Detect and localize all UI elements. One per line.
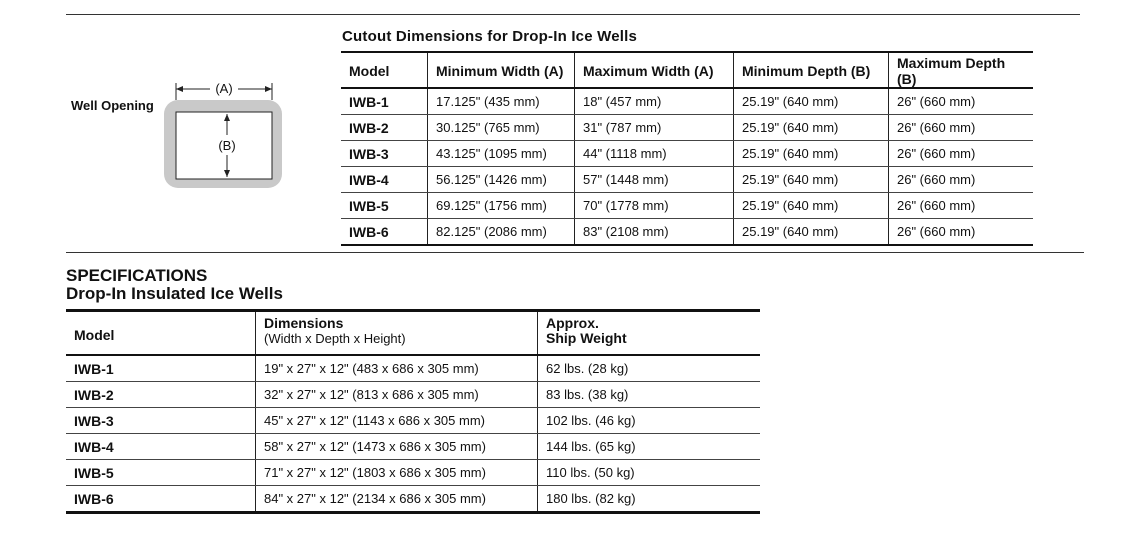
spec-header-weight — [538, 311, 761, 356]
cutout-cell-min-width: 69.125" (1756 mm) — [428, 193, 575, 219]
cutout-cell-max-depth: 26" (660 mm) — [889, 167, 1034, 193]
spec-header-model-label: Model — [74, 326, 115, 343]
cutout-header-model: Model — [341, 52, 428, 88]
cutout-dimensions-table — [341, 51, 1033, 246]
spec-header-row — [66, 311, 760, 356]
table-row — [66, 382, 760, 408]
table-row — [66, 408, 760, 434]
cutout-cell-min-width: 82.125" (2086 mm) — [428, 219, 575, 246]
cutout-cell-max-width: 18" (457 mm) — [575, 88, 734, 115]
cutout-cell-model: IWB-6 — [341, 219, 428, 246]
cutout-cell-min-depth: 25.19" (640 mm) — [734, 193, 889, 219]
cutout-cell-max-depth: 26" (660 mm) — [889, 141, 1034, 167]
depth-marker-label: (B) — [218, 138, 236, 153]
spec-cell-weight: 62 lbs. (28 kg) — [538, 355, 761, 382]
cutout-cell-max-depth: 26" (660 mm) — [889, 88, 1034, 115]
cutout-cell-min-depth: 25.19" (640 mm) — [734, 115, 889, 141]
spec-cell-model: IWB-5 — [66, 460, 256, 486]
spec-cell-dimensions: 58" x 27" x 12" (1473 x 686 x 305 mm) — [256, 434, 538, 460]
spec-cell-weight: 144 lbs. (65 kg) — [538, 434, 761, 460]
cutout-header-min-width: Minimum Width (A) — [428, 52, 575, 88]
cutout-cell-min-depth: 25.19" (640 mm) — [734, 167, 889, 193]
table-row — [341, 88, 1033, 115]
top-divider — [66, 14, 1080, 15]
spec-header-dimensions-sublabel: (Width x Depth x Height) — [264, 331, 406, 346]
table-row — [341, 167, 1033, 193]
well-opening-diagram — [158, 78, 290, 196]
cutout-cell-min-depth: 25.19" (640 mm) — [734, 88, 889, 115]
spec-cell-model: IWB-1 — [66, 355, 256, 382]
cutout-cell-min-width: 17.125" (435 mm) — [428, 88, 575, 115]
section-divider — [66, 252, 1084, 253]
spec-cell-weight: 110 lbs. (50 kg) — [538, 460, 761, 486]
specifications-subheading: Drop-In Insulated Ice Wells — [66, 284, 283, 303]
cutout-cell-max-width: 57" (1448 mm) — [575, 167, 734, 193]
table-row — [341, 219, 1033, 246]
cutout-header-max-width: Maximum Width (A) — [575, 52, 734, 88]
spec-cell-model: IWB-3 — [66, 408, 256, 434]
cutout-cell-max-width: 70" (1778 mm) — [575, 193, 734, 219]
spec-cell-dimensions: 19" x 27" x 12" (483 x 686 x 305 mm) — [256, 355, 538, 382]
cutout-cell-model: IWB-1 — [341, 88, 428, 115]
spec-cell-dimensions: 45" x 27" x 12" (1143 x 686 x 305 mm) — [256, 408, 538, 434]
spec-cell-weight: 180 lbs. (82 kg) — [538, 486, 761, 513]
spec-header-dimensions — [256, 311, 538, 356]
cutout-header-min-depth: Minimum Depth (B) — [734, 52, 889, 88]
spec-cell-weight: 102 lbs. (46 kg) — [538, 408, 761, 434]
arrow-right-icon — [265, 86, 272, 92]
spec-cell-weight: 83 lbs. (38 kg) — [538, 382, 761, 408]
spec-cell-model: IWB-2 — [66, 382, 256, 408]
cutout-cell-model: IWB-3 — [341, 141, 428, 167]
arrow-left-icon — [176, 86, 183, 92]
specifications-heading: SPECIFICATIONS — [66, 266, 208, 285]
cutout-cell-min-width: 30.125" (765 mm) — [428, 115, 575, 141]
table-row — [341, 193, 1033, 219]
table-row — [341, 141, 1033, 167]
cutout-cell-max-width: 44" (1118 mm) — [575, 141, 734, 167]
spec-cell-dimensions: 84" x 27" x 12" (2134 x 686 x 305 mm) — [256, 486, 538, 513]
specifications-table — [66, 309, 760, 514]
spec-cell-model: IWB-6 — [66, 486, 256, 513]
spec-header-weight-line2: Ship Weight — [546, 330, 627, 346]
cutout-cell-model: IWB-5 — [341, 193, 428, 219]
cutout-cell-max-width: 31" (787 mm) — [575, 115, 734, 141]
cutout-cell-max-depth: 26" (660 mm) — [889, 219, 1034, 246]
cutout-cell-max-depth: 26" (660 mm) — [889, 193, 1034, 219]
cutout-cell-min-width: 56.125" (1426 mm) — [428, 167, 575, 193]
table-row — [66, 355, 760, 382]
table-row — [66, 434, 760, 460]
spec-header-model — [66, 311, 256, 356]
spec-header-dimensions-label: Dimensions — [264, 315, 344, 331]
spec-cell-model: IWB-4 — [66, 434, 256, 460]
table-row — [66, 486, 760, 513]
spec-cell-dimensions: 71" x 27" x 12" (1803 x 686 x 305 mm) — [256, 460, 538, 486]
spec-cell-dimensions: 32" x 27" x 12" (813 x 686 x 305 mm) — [256, 382, 538, 408]
spec-header-weight-line1: Approx. — [546, 315, 599, 331]
cutout-title: Cutout Dimensions for Drop-In Ice Wells — [342, 28, 638, 45]
cutout-cell-min-depth: 25.19" (640 mm) — [734, 219, 889, 246]
cutout-cell-max-depth: 26" (660 mm) — [889, 115, 1034, 141]
table-row — [66, 460, 760, 486]
cutout-cell-model: IWB-2 — [341, 115, 428, 141]
width-marker-label: (A) — [215, 81, 233, 96]
cutout-header-max-depth: Maximum Depth (B) — [889, 52, 1034, 88]
cutout-cell-model: IWB-4 — [341, 167, 428, 193]
table-row — [341, 115, 1033, 141]
cutout-cell-min-width: 43.125" (1095 mm) — [428, 141, 575, 167]
cutout-cell-max-width: 83" (2108 mm) — [575, 219, 734, 246]
well-opening-label: Well Opening — [71, 98, 154, 113]
cutout-header-row — [341, 52, 1033, 88]
cutout-cell-min-depth: 25.19" (640 mm) — [734, 141, 889, 167]
